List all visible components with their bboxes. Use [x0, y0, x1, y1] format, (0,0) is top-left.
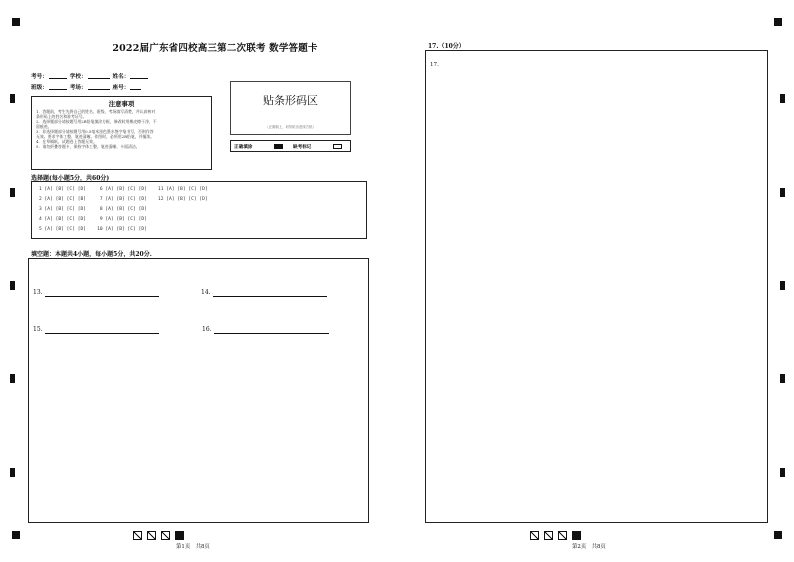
timing-mark-right	[780, 468, 785, 477]
room-label: 考场：	[69, 85, 87, 91]
correct-fill-sample	[274, 144, 283, 149]
student-info-row-2	[31, 83, 142, 91]
page-code-mark	[572, 531, 581, 540]
notice-line: 2．选择题部分请按题号用2B铅笔填涂方框，修改时用橡皮擦干净，不	[36, 119, 157, 124]
student-info-row-1	[31, 72, 149, 80]
timing-mark-left	[10, 188, 15, 197]
exam-no-field[interactable]	[49, 73, 67, 79]
question-14-answer-line[interactable]	[213, 296, 327, 297]
timing-mark-left	[10, 468, 15, 477]
fill-answer-box	[28, 258, 369, 523]
timing-mark-right	[780, 374, 785, 383]
page-code-mark	[530, 531, 539, 540]
barcode-area	[230, 81, 351, 135]
question-16-answer-line[interactable]	[214, 333, 329, 334]
registration-mark-bottom-right	[774, 531, 782, 539]
notice-line: 条形码上的姓名和准考证号。	[36, 114, 87, 119]
timing-mark-left	[10, 94, 15, 103]
timing-mark-right	[780, 281, 785, 290]
barcode-note: （正面朝上，切勿贴出虚线方框）	[265, 125, 316, 129]
page-code-mark	[558, 531, 567, 540]
absent-mark-label: 缺考标记	[293, 145, 312, 150]
notice-title: 注意事项	[108, 100, 135, 108]
notice-line: 留痕迹。	[36, 124, 52, 129]
page-code-mark	[133, 531, 142, 540]
question-14-label: 14.	[201, 289, 211, 296]
fill-section-label: 填空题：本题共4小题，每小题5分，共20分.	[31, 251, 152, 258]
question-15-answer-line[interactable]	[45, 333, 159, 334]
question-17-header: 17.（10分）	[428, 43, 465, 50]
notice-line: 3．非选择题部分请按题号用0.5毫米黑色墨水签字笔书写，否则作答	[36, 129, 154, 134]
question-13-label: 13.	[33, 289, 43, 296]
timing-mark-right	[780, 188, 785, 197]
class-label: 班级：	[31, 85, 48, 91]
correct-fill-label: 正确填涂	[234, 145, 253, 150]
choice-row[interactable]: 3 [A] [B] [C] [D] 8 [A] [B] [C] [D]	[39, 207, 147, 212]
question-16-label: 16.	[202, 326, 212, 333]
fill-example-bar	[230, 140, 351, 152]
seat-label: 座号：	[112, 85, 130, 91]
page-number-left: 第1页 共8页	[176, 544, 210, 550]
notice-line: 1．答题前，考生先将自己的姓名、班级、考场填写清楚，并认真核对	[36, 109, 156, 114]
question-15-label: 15.	[33, 326, 43, 333]
notice-box	[31, 96, 212, 170]
timing-mark-right	[780, 94, 785, 103]
choice-row[interactable]: 2 [A] [B] [C] [B] 7 [A] [B] [C] [D] 12 [A] [B] [C] [D]	[39, 197, 208, 202]
notice-line: 5．请勿折叠答题卡，保持字体工整、笔迹清晰、卡面清洁。	[36, 144, 140, 149]
choice-row[interactable]: 5 [A] [B] [C] [D] 10 [A] [B] [C] [D]	[39, 227, 147, 232]
question-17-answer-box[interactable]	[425, 50, 768, 523]
page-number-right: 第2页 共8页	[572, 544, 606, 550]
page-title: 2022届广东省四校高三第二次联考 数学答题卡	[112, 43, 318, 54]
school-label: 学校：	[69, 74, 87, 80]
exam-no-label: 考号：	[31, 74, 48, 80]
question-17-label: 17.	[430, 62, 439, 68]
barcode-title: 贴条形码区	[263, 94, 318, 107]
registration-mark-top-right	[774, 18, 782, 26]
timing-mark-left	[10, 281, 15, 290]
name-label: 姓名：	[112, 74, 130, 80]
room-field[interactable]	[88, 84, 110, 90]
class-field[interactable]	[49, 84, 67, 90]
registration-mark-top-left	[12, 18, 20, 26]
choice-row[interactable]: 1 [A] [B] [C] [D] 6 [A] [B] [C] [D] 11 [A] [B] [C] [D]	[39, 187, 208, 192]
question-13-answer-line[interactable]	[45, 296, 159, 297]
notice-line: 无效。要求字体工整、笔迹清晰。作图时，必须用2B铅笔，并描浓。	[36, 134, 155, 139]
page-code-mark	[147, 531, 156, 540]
page-code-mark	[175, 531, 184, 540]
choice-row[interactable]: 4 [A] [B] [C] [D] 9 [A] [B] [C] [D]	[39, 217, 147, 222]
choice-section-label: 选择题(每小题5分，共60分)	[31, 175, 110, 182]
page-code-mark	[544, 531, 553, 540]
choice-answer-box	[31, 181, 367, 239]
timing-mark-left	[10, 374, 15, 383]
absent-mark-box[interactable]	[333, 144, 342, 149]
registration-mark-bottom-left	[12, 531, 20, 539]
seat-field[interactable]	[130, 84, 141, 90]
page-code-mark	[161, 531, 170, 540]
name-field[interactable]	[130, 73, 148, 79]
notice-line: 4．在草稿纸、试题卷上答题无效。	[36, 139, 97, 144]
school-field[interactable]	[88, 73, 110, 79]
